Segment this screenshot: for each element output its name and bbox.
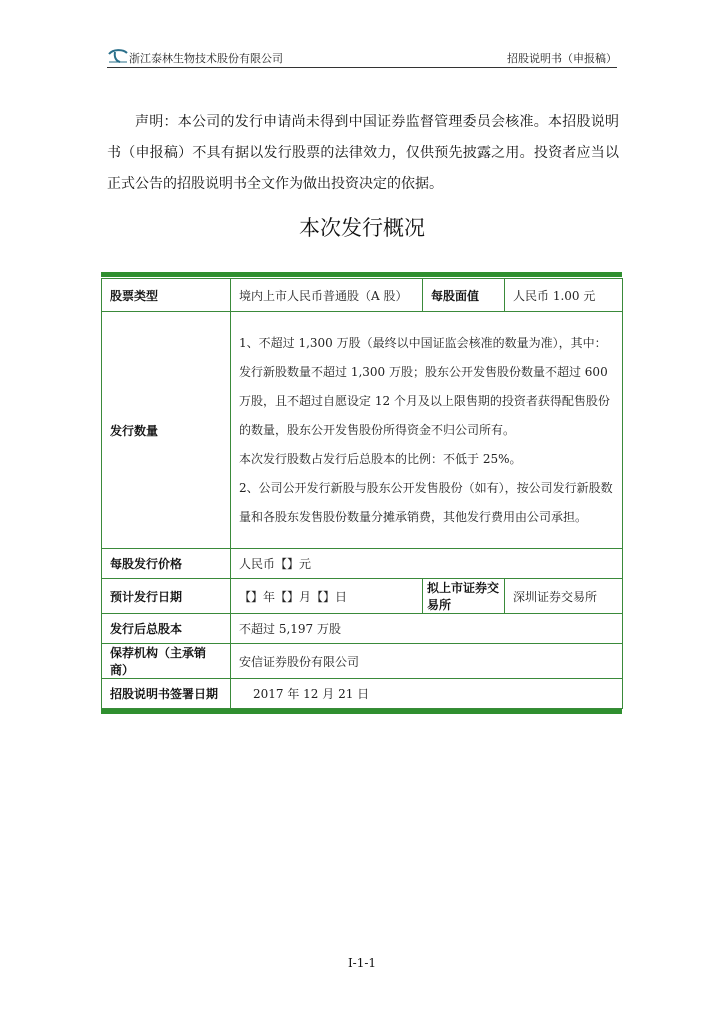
table-row: [102, 549, 623, 579]
issue-price-label: 每股发行价格: [102, 549, 231, 579]
sign-date-value: 2017 年 12 月 21 日: [231, 679, 623, 709]
page-header: [107, 44, 617, 68]
disclaimer-statement: 声明：本公司的发行申请尚未得到中国证券监督管理委员会核准。本招股说明书（申报稿）不具有据以发行股票的法律效力，仅供预先披露之用。投资者应当以正式公告的招股说明书全文作为做出投资决定的依据。: [107, 114, 619, 192]
issue-date-value: 【】年【】月【】日: [231, 579, 423, 614]
table-row: [102, 579, 623, 614]
issue-price-value: 人民币【】元: [231, 549, 623, 579]
company-name: 浙江泰林生物技术股份有限公司: [129, 52, 283, 65]
issue-quantity-line: 本次发行股数占发行后总股本的比例：不低于 25%。: [239, 451, 522, 466]
section-heading: 本次发行概况: [299, 216, 425, 240]
exchange-value: 深圳证券交易所: [505, 579, 623, 614]
stock-type-label: 股票类型: [102, 279, 231, 312]
table-row: [102, 644, 623, 679]
page-number: I-1-1: [347, 956, 377, 970]
issue-quantity-label: 发行数量: [102, 312, 231, 549]
issue-quantity-line: 1、不超过 1,300 万股（最终以中国证监会核准的数量为准），其中：发行新股数量不超过 1,300 万股；股东公开发售股份数量不超过 600 万股，且不超过自愿设定 12 个月及以上限售期的投资者获得配售股份的数量，股东公开发售股份所得资金不归公司所有。: [239, 335, 610, 437]
total-shares-value: 不超过 5,197 万股: [231, 614, 623, 644]
document-title: 招股说明书（申报稿）: [507, 52, 617, 65]
sponsor-label: 保荐机构（主承销商）: [102, 644, 231, 679]
table-bottom-rule: [101, 709, 622, 714]
issue-date-label: 预计发行日期: [102, 579, 231, 614]
par-value-label: 每股面值: [423, 279, 505, 312]
stock-type-value: 境内上市人民币普通股（A 股）: [231, 279, 423, 312]
offering-summary-table: [101, 272, 622, 714]
sponsor-value: 安信证券股份有限公司: [231, 644, 623, 679]
total-shares-label: 发行后总股本: [102, 614, 231, 644]
table-row: [102, 279, 623, 312]
issue-quantity-line: 2、公司公开发行新股与股东公开发售股份（如有），按公司发行新股数量和各股东发售股份数量分摊承销费，其他发行费用由公司承担。: [239, 480, 613, 524]
par-value-value: 人民币 1.00 元: [505, 279, 623, 312]
exchange-label: 拟上市证券交易所: [423, 579, 505, 614]
table-row: [102, 679, 623, 709]
header-rule: [107, 67, 617, 68]
company-logo-icon: [107, 48, 129, 64]
sign-date-label: 招股说明书签署日期: [102, 679, 231, 709]
table-row: [102, 614, 623, 644]
table-row: [102, 312, 623, 549]
issue-quantity-value: [231, 312, 623, 549]
